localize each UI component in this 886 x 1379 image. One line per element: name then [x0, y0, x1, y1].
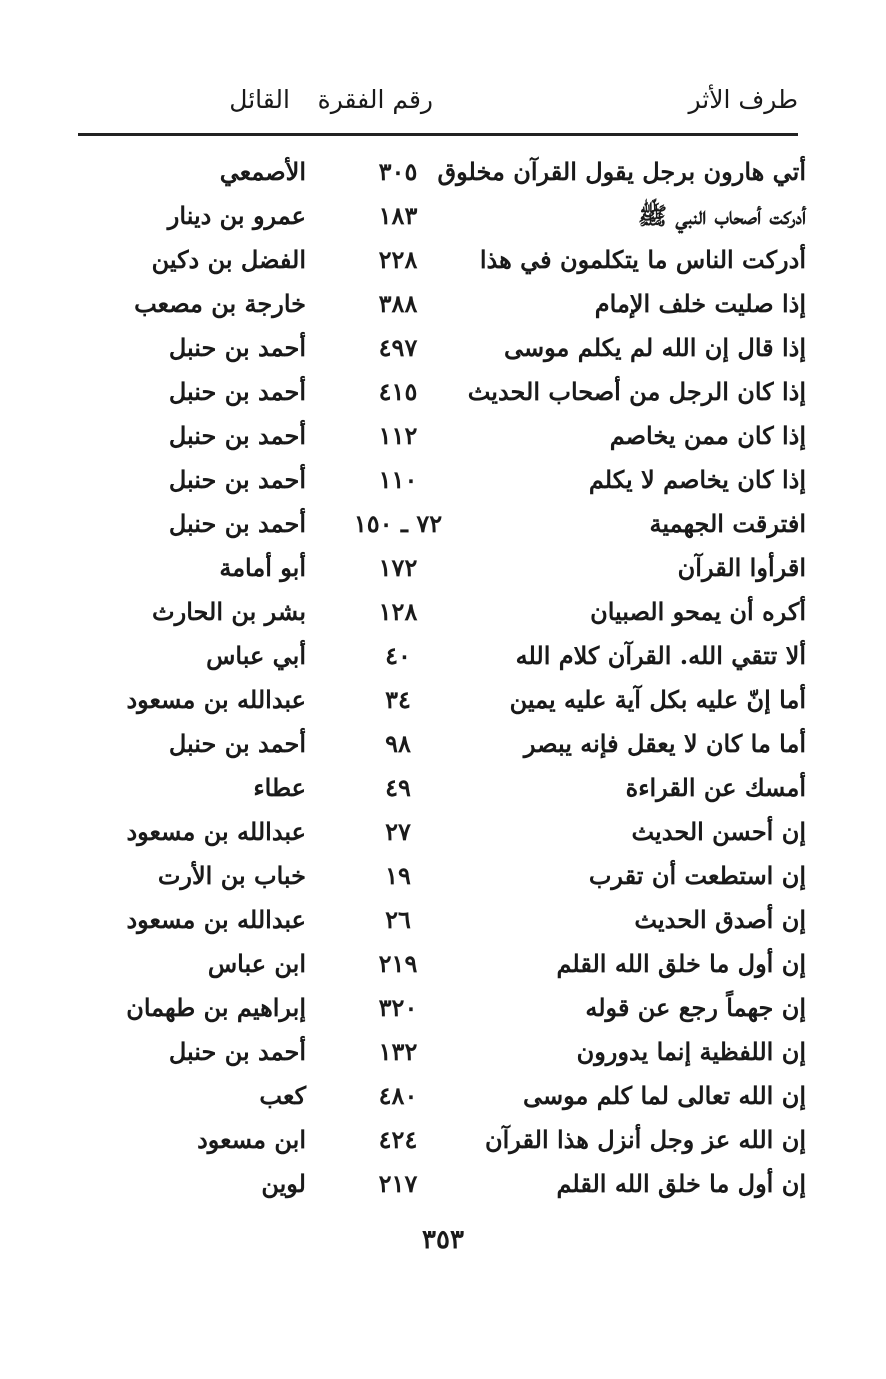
row-number: ١١٠: [378, 465, 418, 494]
table-row: [78, 328, 806, 372]
table-row: [78, 1076, 806, 1120]
row-number: ١٣٢: [378, 1037, 418, 1066]
row-text: إن استطعت أن تقرب: [588, 861, 806, 890]
row-text: إذا قال إن الله لم يكلم موسى: [504, 333, 806, 362]
row-number: ٢١٩: [378, 949, 418, 978]
row-speaker: أحمد بن حنبل: [168, 465, 306, 494]
index-table: [78, 152, 806, 1212]
row-speaker: عبدالله بن مسعود: [126, 817, 306, 846]
row-text: أدركت الناس ما يتكلمون في هذا: [479, 245, 806, 274]
row-speaker: عطاء: [253, 773, 306, 802]
page-number: ٣٥٣: [422, 1225, 464, 1255]
row-number: ٢١٧: [378, 1169, 418, 1198]
row-number: ٤٩: [385, 773, 411, 802]
table-row: [78, 284, 806, 328]
row-text: إن الله تعالى لما كلم موسى: [523, 1081, 806, 1110]
row-text: أمسك عن القراءة: [625, 773, 806, 802]
row-text: أتي هارون برجل يقول القرآن مخلوق: [437, 157, 806, 186]
row-speaker: أحمد بن حنبل: [168, 509, 306, 538]
row-speaker: لوين: [261, 1169, 306, 1198]
table-row: [78, 152, 806, 196]
table-row: [78, 460, 806, 504]
row-speaker: أحمد بن حنبل: [168, 729, 306, 758]
row-number: ٣٨٨: [378, 289, 418, 318]
row-text: أدركت أصحاب النبي ﷺ: [638, 201, 806, 230]
table-row: [78, 548, 806, 592]
row-text: أما ما كان لا يعقل فإنه يبصر: [523, 729, 806, 758]
table-row: [78, 372, 806, 416]
table-row: [78, 944, 806, 988]
table-row: [78, 768, 806, 812]
row-text: إن اللفظية إنما يدورون: [576, 1037, 806, 1066]
row-speaker: أبو أمامة: [219, 553, 306, 582]
row-number: ٢٧: [385, 817, 411, 846]
row-speaker: خارجة بن مصعب: [134, 289, 306, 318]
row-number: ٣٢٠: [378, 993, 418, 1022]
row-speaker: ابن مسعود: [197, 1125, 306, 1154]
table-row: [78, 592, 806, 636]
row-speaker: كعب: [259, 1081, 306, 1110]
row-speaker: بشر بن الحارث: [152, 597, 306, 626]
row-text: أكره أن يمحو الصبيان: [590, 597, 806, 626]
row-number: ١٨٣: [378, 201, 418, 230]
row-speaker: أحمد بن حنبل: [168, 1037, 306, 1066]
row-number: ٧٢ ـ ١٥٠: [353, 509, 443, 538]
row-text: إن جهماً رجع عن قوله: [585, 993, 806, 1022]
row-speaker: أحمد بن حنبل: [168, 333, 306, 362]
table-row: [78, 724, 806, 768]
table-row: [78, 900, 806, 944]
header-text-label: طرف الأثر: [688, 85, 798, 114]
row-number: ٤٩٧: [378, 333, 418, 362]
row-number: ٤٠: [385, 641, 411, 670]
table-row: [78, 240, 806, 284]
row-text: إذا كان الرجل من أصحاب الحديث: [467, 377, 806, 406]
row-speaker: الأصمعي: [219, 157, 306, 186]
row-text: ألا تتقي الله. القرآن كلام الله: [515, 641, 806, 670]
table-row: [78, 504, 806, 548]
row-number: ١٧٢: [378, 553, 418, 582]
row-text: أما إنّ عليه بكل آية عليه يمين: [509, 685, 806, 714]
header-speaker-label: القائل: [229, 85, 290, 114]
row-number: ٤١٥: [378, 377, 418, 406]
row-number: ١٢٨: [378, 597, 418, 626]
row-speaker: عبدالله بن مسعود: [126, 685, 306, 714]
row-number: ١٩: [385, 861, 411, 890]
table-row: [78, 680, 806, 724]
row-text: افترقت الجهمية: [649, 509, 806, 538]
row-text: إذا كان ممن يخاصم: [609, 421, 806, 450]
table-row: [78, 196, 806, 240]
table-row: [78, 1120, 806, 1164]
row-number: ٩٨: [385, 729, 411, 758]
row-text: إن أول ما خلق الله القلم: [556, 949, 806, 978]
table-row: [78, 988, 806, 1032]
row-speaker: الفضل بن دكين: [151, 245, 306, 274]
table-row: [78, 416, 806, 460]
row-number: ٢٢٨: [378, 245, 418, 274]
row-speaker: إبراهيم بن طهمان: [126, 993, 306, 1022]
row-number: ٣٤: [385, 685, 411, 714]
table-row: [78, 812, 806, 856]
row-text: اقرأوا القرآن: [677, 553, 806, 582]
row-speaker: عمرو بن دينار: [167, 201, 306, 230]
table-header: [78, 80, 798, 120]
row-speaker: ابن عباس: [207, 949, 306, 978]
header-number-label: رقم الفقرة: [317, 85, 433, 114]
row-speaker: عبدالله بن مسعود: [126, 905, 306, 934]
row-number: ٤٨٠: [378, 1081, 418, 1110]
row-text: إذا كان يخاصم لا يكلم: [588, 465, 806, 494]
header-rule: [78, 133, 798, 136]
row-text: إن الله عز وجل أنزل هذا القرآن: [485, 1125, 806, 1154]
row-number: ٤٢٤: [378, 1125, 418, 1154]
row-speaker: أبي عباس: [206, 641, 306, 670]
row-text: إن أحسن الحديث: [631, 817, 806, 846]
row-text: إن أول ما خلق الله القلم: [556, 1169, 806, 1198]
table-row: [78, 1032, 806, 1076]
table-row: [78, 1164, 806, 1208]
row-number: ٣٠٥: [378, 157, 418, 186]
table-row: [78, 856, 806, 900]
table-row: [78, 636, 806, 680]
row-speaker: خباب بن الأرت: [157, 861, 306, 890]
row-number: ٢٦: [385, 905, 411, 934]
row-text: إذا صليت خلف الإمام: [594, 289, 806, 318]
row-speaker: أحمد بن حنبل: [168, 377, 306, 406]
row-text: إن أصدق الحديث: [634, 905, 806, 934]
row-speaker: أحمد بن حنبل: [168, 421, 306, 450]
row-number: ١١٢: [378, 421, 418, 450]
